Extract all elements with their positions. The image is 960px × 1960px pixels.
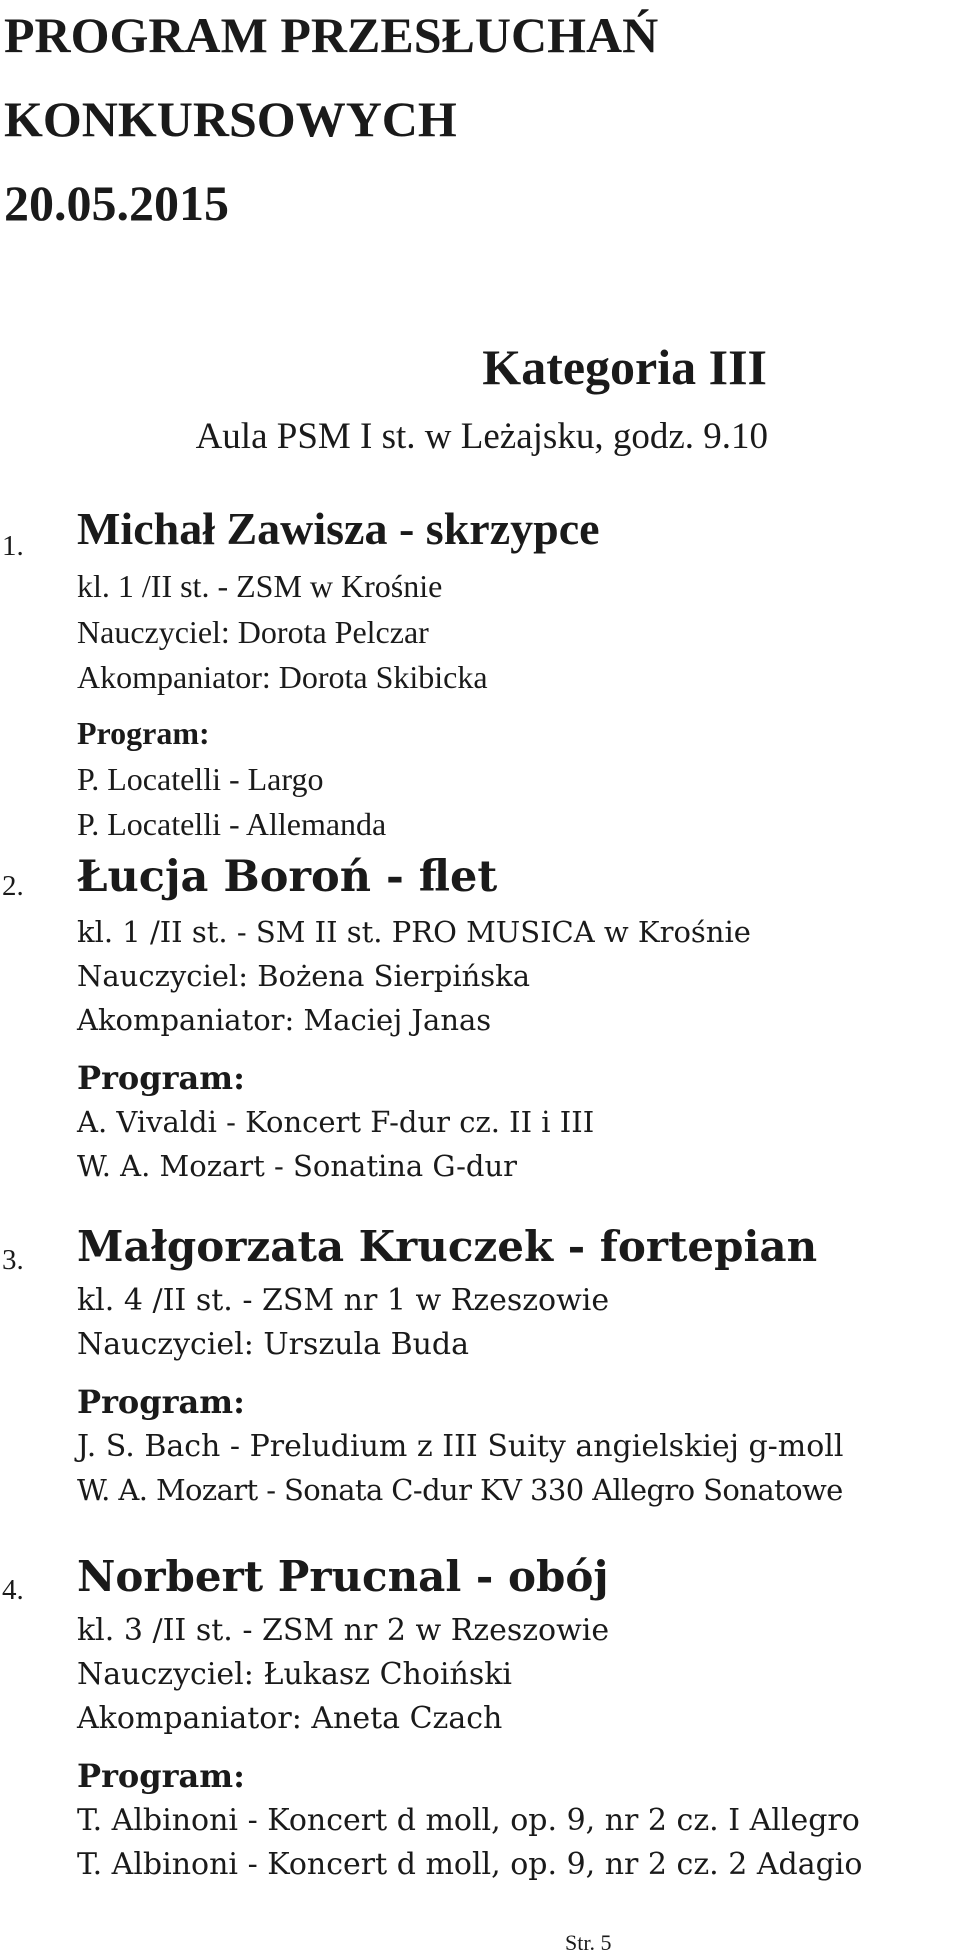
venue-line: Aula PSM I st. w Leżajsku, godz. 9.10 bbox=[195, 416, 768, 457]
piece-2: T. Albinoni - Koncert d moll, op. 9, nr 2 cz. 2 Adagio bbox=[77, 1847, 863, 1882]
piece-1: P. Locatelli - Largo bbox=[77, 761, 324, 797]
accompanist-line: Akompaniator: Aneta Czach bbox=[77, 1701, 503, 1736]
teacher-line: Nauczyciel: Łukasz Choiński bbox=[77, 1657, 513, 1692]
school-line: kl. 1 /II st. - SM II st. PRO MUSICA w Krośnie bbox=[77, 915, 751, 949]
program-label: Program: bbox=[77, 715, 210, 751]
entry-number: 3. bbox=[2, 1244, 24, 1276]
title-line-1: PROGRAM PRZESŁUCHAŃ bbox=[4, 7, 659, 63]
piece-2: W. A. Mozart - Sonatina G-dur bbox=[77, 1149, 518, 1183]
accompanist-line: Akompaniator: Dorota Skibicka bbox=[77, 659, 488, 695]
entry-number: 4. bbox=[2, 1574, 24, 1606]
piece-1: T. Albinoni - Koncert d moll, op. 9, nr 2 cz. I Allegro bbox=[77, 1803, 860, 1838]
date-heading: 20.05.2015 bbox=[4, 175, 229, 231]
program-label: Program: bbox=[77, 1757, 245, 1795]
performer-name: Małgorzata Kruczek - fortepian bbox=[77, 1222, 818, 1271]
accompanist-line: Akompaniator: Maciej Janas bbox=[77, 1003, 492, 1037]
piece-1: A. Vivaldi - Koncert F-dur cz. II i III bbox=[77, 1105, 595, 1139]
page-number: Str. 5 bbox=[565, 1930, 612, 1955]
performer-name: Łucja Boroń - flet bbox=[77, 852, 498, 902]
teacher-line: Nauczyciel: Bożena Sierpińska bbox=[77, 959, 531, 993]
program-label: Program: bbox=[77, 1383, 245, 1421]
piece-1: J. S. Bach - Preludium z III Suity angielskiej g-moll bbox=[77, 1429, 844, 1464]
performer-name: Michał Zawisza - skrzypce bbox=[77, 503, 600, 554]
piece-2: W. A. Mozart - Sonata C-dur KV 330 Allegro Sonatowe bbox=[77, 1473, 843, 1507]
category-heading: Kategoria III bbox=[482, 339, 767, 395]
entry-number: 1. bbox=[2, 530, 24, 562]
teacher-line: Nauczyciel: Urszula Buda bbox=[77, 1327, 470, 1362]
teacher-line: Nauczyciel: Dorota Pelczar bbox=[77, 614, 429, 650]
performer-name: Norbert Prucnal - obój bbox=[77, 1552, 609, 1601]
school-line: kl. 4 /II st. - ZSM nr 1 w Rzeszowie bbox=[77, 1283, 610, 1318]
title-line-2: KONKURSOWYCH bbox=[4, 91, 457, 147]
school-line: kl. 3 /II st. - ZSM nr 2 w Rzeszowie bbox=[77, 1613, 610, 1648]
program-label: Program: bbox=[77, 1059, 245, 1097]
entry-number: 2. bbox=[2, 870, 24, 902]
piece-2: P. Locatelli - Allemanda bbox=[77, 806, 387, 842]
school-line: kl. 1 /II st. - ZSM w Krośnie bbox=[77, 568, 443, 604]
